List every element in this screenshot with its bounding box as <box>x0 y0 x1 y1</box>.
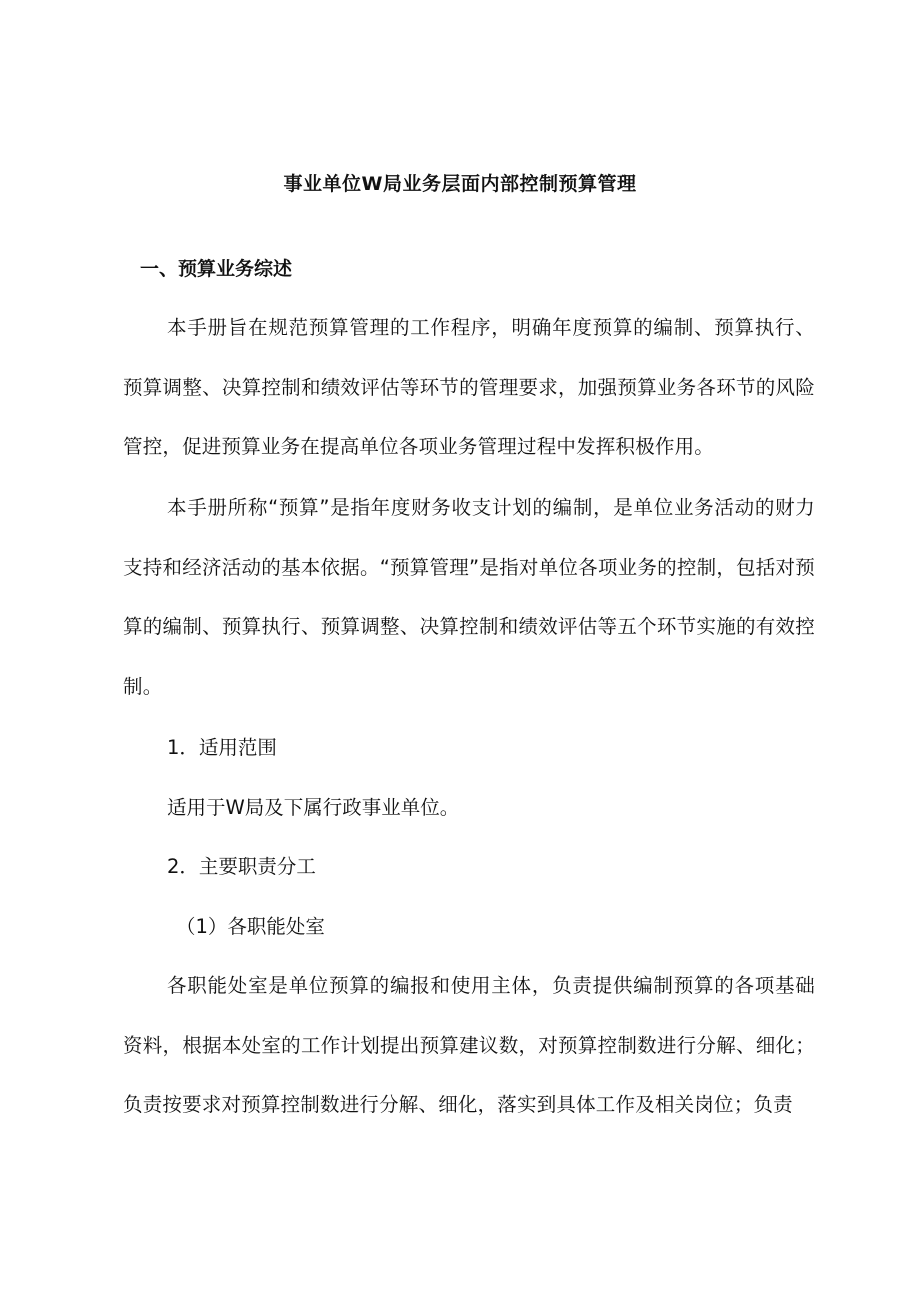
paragraph-departments-duties: 各职能处室是单位预算的编报和使用主体，负责提供编制预算的各项基础资料，根据本处室的工作计划提出预算建议数，对预算控制数进行分解、细化；负责按要求对预算控制数进行分解、细化，落实到具体工作及相关岗位；负责 <box>123 974 815 1116</box>
document-title: 事业单位W局业务层面内部控制预算管理 <box>283 173 637 195</box>
item-heading-responsibilities: 2．主要职责分工 <box>167 855 316 878</box>
item-heading-scope: 1．适用范围 <box>167 736 277 759</box>
sub-heading-departments: （1）各职能处室 <box>176 915 325 938</box>
paragraph-definition: 本手册所称“预算”是指年度财务收支计划的编制，是单位业务活动的财力支持和经济活动的基本依据。“预算管理”是指对单位各项业务的控制，包括对预算的编制、预算执行、预算调整、决算控制和绩效评估等五个环节实施的有效控制。 <box>123 496 815 698</box>
section-heading-budget-overview: 一、预算业务综述 <box>140 258 293 280</box>
scope-text: 适用于W局及下属行政事业单位。 <box>167 796 460 819</box>
paragraph-purpose: 本手册旨在规范预算管理的工作程序，明确年度预算的编制、预算执行、预算调整、决算控制和绩效评估等环节的管理要求，加强预算业务各环节的风险管控，促进预算业务在提高单位各项业务管理过程中发挥积极作用。 <box>123 316 815 458</box>
